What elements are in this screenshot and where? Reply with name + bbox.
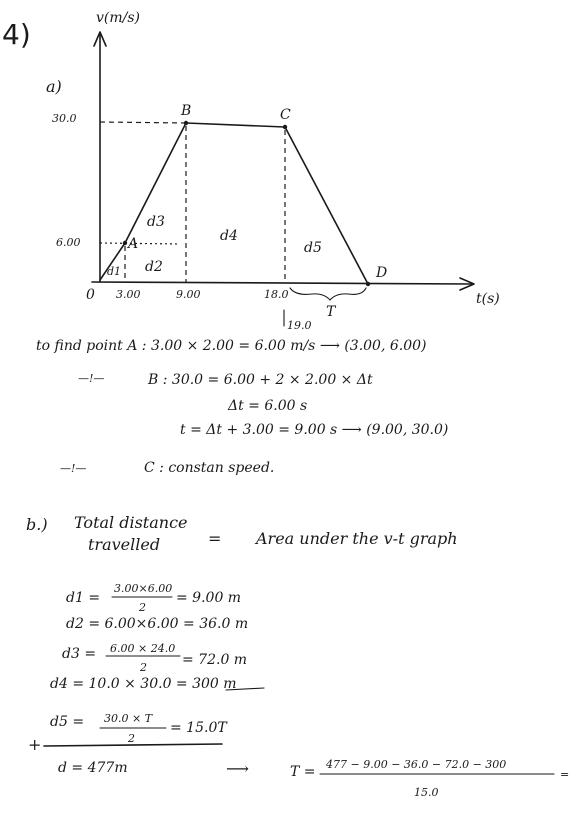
calc-d4: d4 = 10.0 × 30.0 = 300 m <box>50 676 237 692</box>
calc-d1-lhs: d1 = <box>66 590 101 606</box>
region-d1: d1 <box>107 265 122 278</box>
x-tick-3: 3.00 <box>116 288 141 301</box>
calc-d1-rhs: = 9.00 m <box>176 590 242 606</box>
t-trailing-equals: = <box>560 768 570 781</box>
calc-d5-numerator: 30.0 × T <box>104 712 153 725</box>
interval-label: T <box>326 304 336 320</box>
sum-plus-sign: + <box>28 735 42 754</box>
region-d4: d4 <box>220 228 238 244</box>
t-numerator: 477 − 9.00 − 36.0 − 72.0 − 300 <box>326 758 507 771</box>
calc-d5-denominator: 2 <box>128 732 135 745</box>
region-d5: d5 <box>304 240 322 256</box>
note-time-b: t = Δt + 3.00 = 9.00 s ⟶ (9.00, 30.0) <box>180 422 449 438</box>
calc-d1-denominator: 2 <box>139 601 146 614</box>
heading-travelled: travelled <box>88 535 161 554</box>
problem-number: 4) <box>2 18 31 51</box>
heading-area: Area under the v-t graph <box>256 529 458 548</box>
calc-d3-rhs: = 72.0 m <box>182 652 248 668</box>
part-b-label: b.) <box>26 515 48 534</box>
guide-30-horizontal <box>100 122 186 123</box>
region-d3: d3 <box>147 214 165 230</box>
x-axis-label: t(s) <box>476 291 500 307</box>
note-delta-t: Δt = 6.00 s <box>228 398 308 414</box>
graph-axes <box>92 32 474 290</box>
total-distance: d = 477m <box>58 760 128 776</box>
x-tick-19: 19.0 <box>287 319 312 332</box>
sum-line <box>44 744 222 746</box>
origin-label: 0 <box>86 287 95 303</box>
x-tick-18: 18.0 <box>264 288 289 301</box>
y-axis-label: v(m/s) <box>96 10 141 26</box>
point-d-label: D <box>376 265 388 281</box>
point-b-dot <box>184 121 188 125</box>
t-lhs: T = <box>290 764 316 780</box>
note-point-c: C : constan speed. <box>144 460 275 476</box>
x-axis <box>92 282 472 284</box>
calc-d3-lhs: d3 = <box>62 646 97 662</box>
note-point-b: B : 30.0 = 6.00 + 2 × 2.00 × Δt <box>148 372 373 388</box>
point-c-label: C <box>280 107 291 123</box>
calc-d1-numerator: 3.00×6.00 <box>114 582 173 595</box>
point-a-dot <box>123 241 127 245</box>
heading-equals: = <box>208 529 222 548</box>
note-b-dash: —!— <box>78 372 105 385</box>
note-point-a: to find point A : 3.00 × 2.00 = 6.00 m/s ⟶ (3.00, 6.00) <box>36 338 427 354</box>
calc-d3-numerator: 6.00 × 24.0 <box>110 642 176 655</box>
x-tick-9: 9.00 <box>176 288 201 301</box>
t-denominator: 15.0 <box>414 786 439 799</box>
point-c-dot <box>283 125 287 129</box>
note-c-dash: —!— <box>60 462 87 475</box>
calc-d5-lhs: d5 = <box>50 714 85 730</box>
y-tick-6: 6.00 <box>56 236 81 249</box>
point-a-label: A <box>128 236 139 252</box>
point-d-dot <box>366 282 370 286</box>
part-a-label: a) <box>46 77 62 96</box>
point-b-label: B <box>181 103 192 119</box>
guide-6-horizontal <box>100 243 180 244</box>
result-arrow: ⟶ <box>226 759 249 778</box>
region-d2: d2 <box>145 259 163 275</box>
calc-d2: d2 = 6.00×6.00 = 36.0 m <box>66 616 249 632</box>
heading-total-distance: Total distance <box>74 513 188 532</box>
calc-d5-rhs: = 15.0T <box>170 720 227 736</box>
calc-d3-denominator: 2 <box>140 661 147 674</box>
velocity-time-curve <box>100 123 368 284</box>
interval-brace <box>290 288 366 300</box>
y-tick-30: 30.0 <box>52 112 77 125</box>
